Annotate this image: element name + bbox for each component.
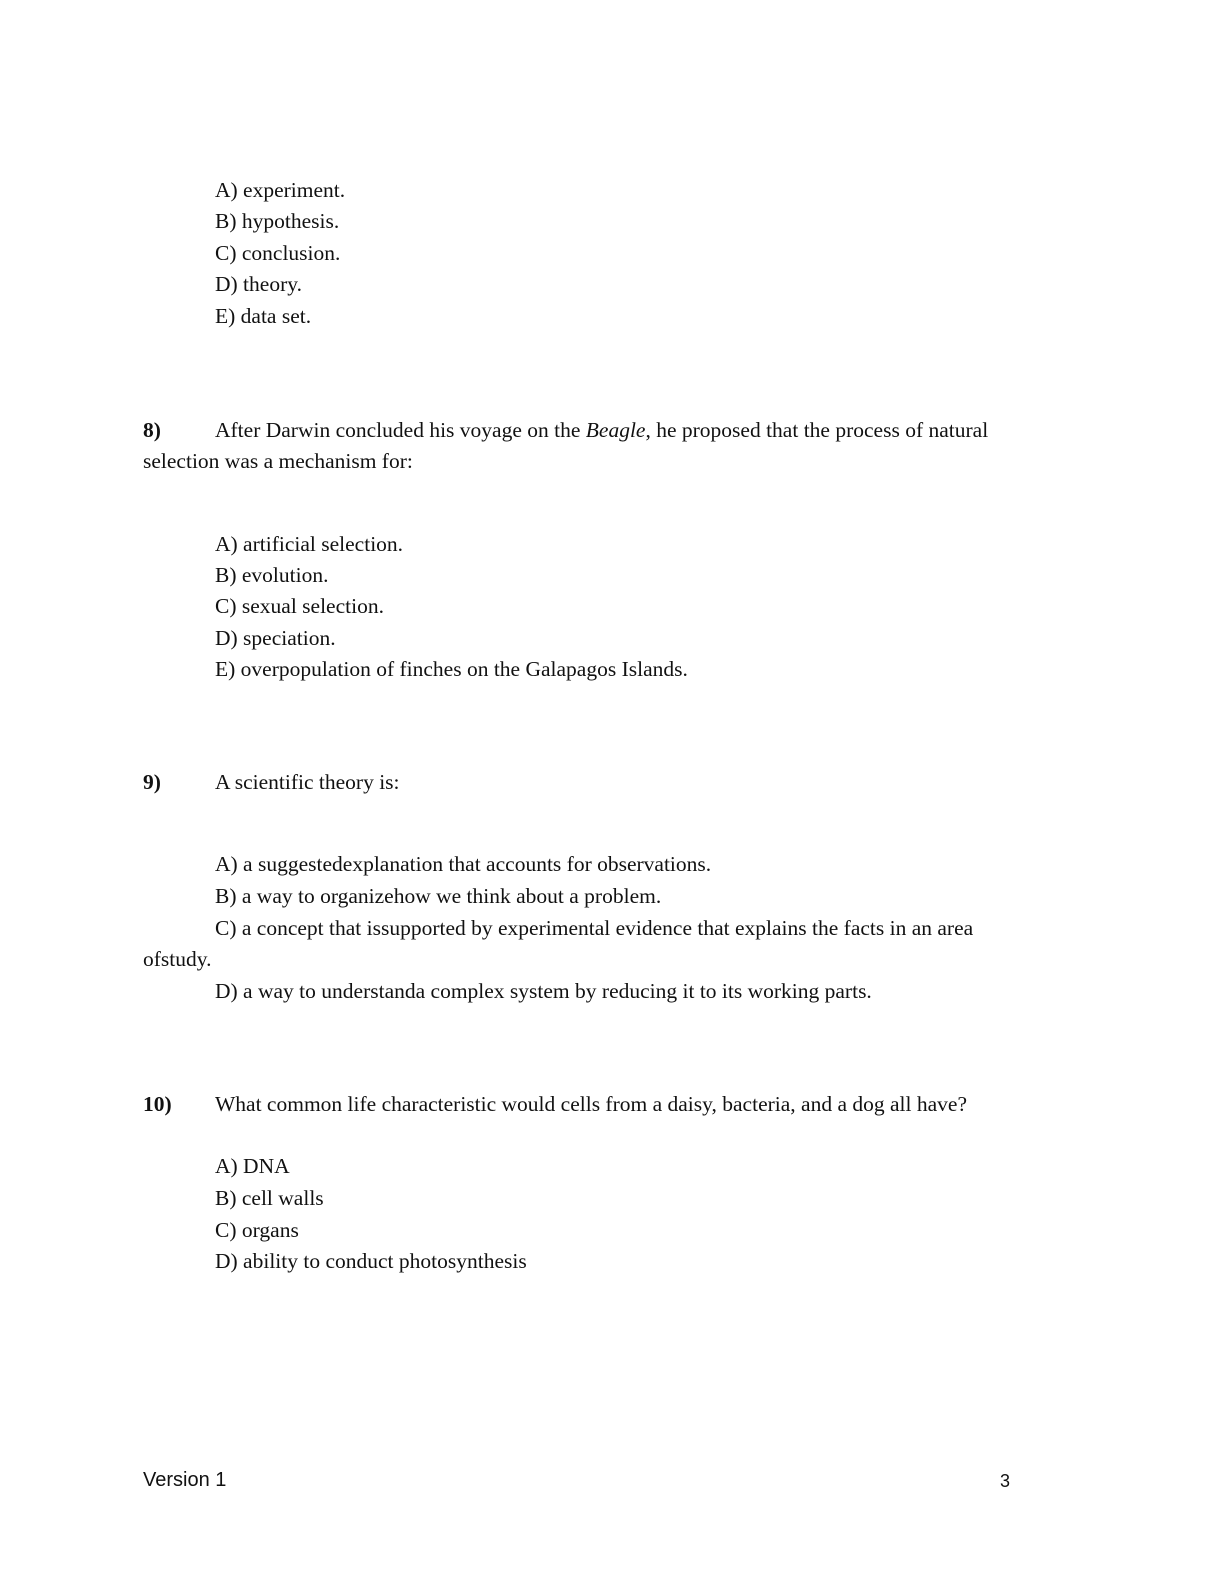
- question-number: 9): [143, 770, 161, 794]
- footer-version: Version 1: [143, 1469, 227, 1491]
- q10-option-c: C) organs: [215, 1218, 299, 1242]
- q9-option-a: A) a suggestedexplanation that accounts for observations.: [215, 852, 712, 876]
- q7-option-a: A) experiment.: [215, 178, 346, 202]
- footer-page-number: 3: [1000, 1471, 1011, 1491]
- question-text-part: , he proposed that the process of natural: [645, 418, 989, 442]
- q10-option-a: A) DNA: [215, 1154, 290, 1178]
- q10-option-b: B) cell walls: [215, 1186, 324, 1210]
- q8-option-a: A) artificial selection.: [215, 532, 404, 556]
- q7-option-b: B) hypothesis.: [215, 209, 340, 233]
- q7-option-c: C) conclusion.: [215, 241, 341, 265]
- question-text: A scientific theory is:: [215, 770, 400, 794]
- q10-option-d: D) ability to conduct photosynthesis: [215, 1249, 527, 1273]
- q8-option-b: B) evolution.: [215, 563, 329, 587]
- q9-option-c: C) a concept that issupported by experimental evidence that explains the facts in an area: [215, 916, 974, 940]
- ship-name: Beagle: [585, 418, 646, 442]
- q9-option-c-continued: ofstudy.: [143, 947, 212, 971]
- question-number: 10): [143, 1092, 172, 1116]
- q9-option-d: D) a way to understanda complex system by reducing it to its working parts.: [215, 979, 872, 1003]
- question-text: What common life characteristic would cells from a daisy, bacteria, and a dog all have?: [215, 1092, 967, 1116]
- q8-option-c: C) sexual selection.: [215, 594, 384, 618]
- question-text-continued: selection was a mechanism for:: [143, 449, 413, 473]
- q8-option-e: E) overpopulation of finches on the Galapagos Islands.: [215, 657, 688, 681]
- q7-option-e: E) data set.: [215, 304, 312, 328]
- q7-option-d: D) theory.: [215, 272, 302, 296]
- q9-option-b: B) a way to organizehow we think about a problem.: [215, 884, 662, 908]
- question-number: 8): [143, 418, 161, 442]
- question-text-part: After Darwin concluded his voyage on the: [215, 418, 586, 442]
- q8-option-d: D) speciation.: [215, 626, 336, 650]
- question-text: [215, 420, 988, 442]
